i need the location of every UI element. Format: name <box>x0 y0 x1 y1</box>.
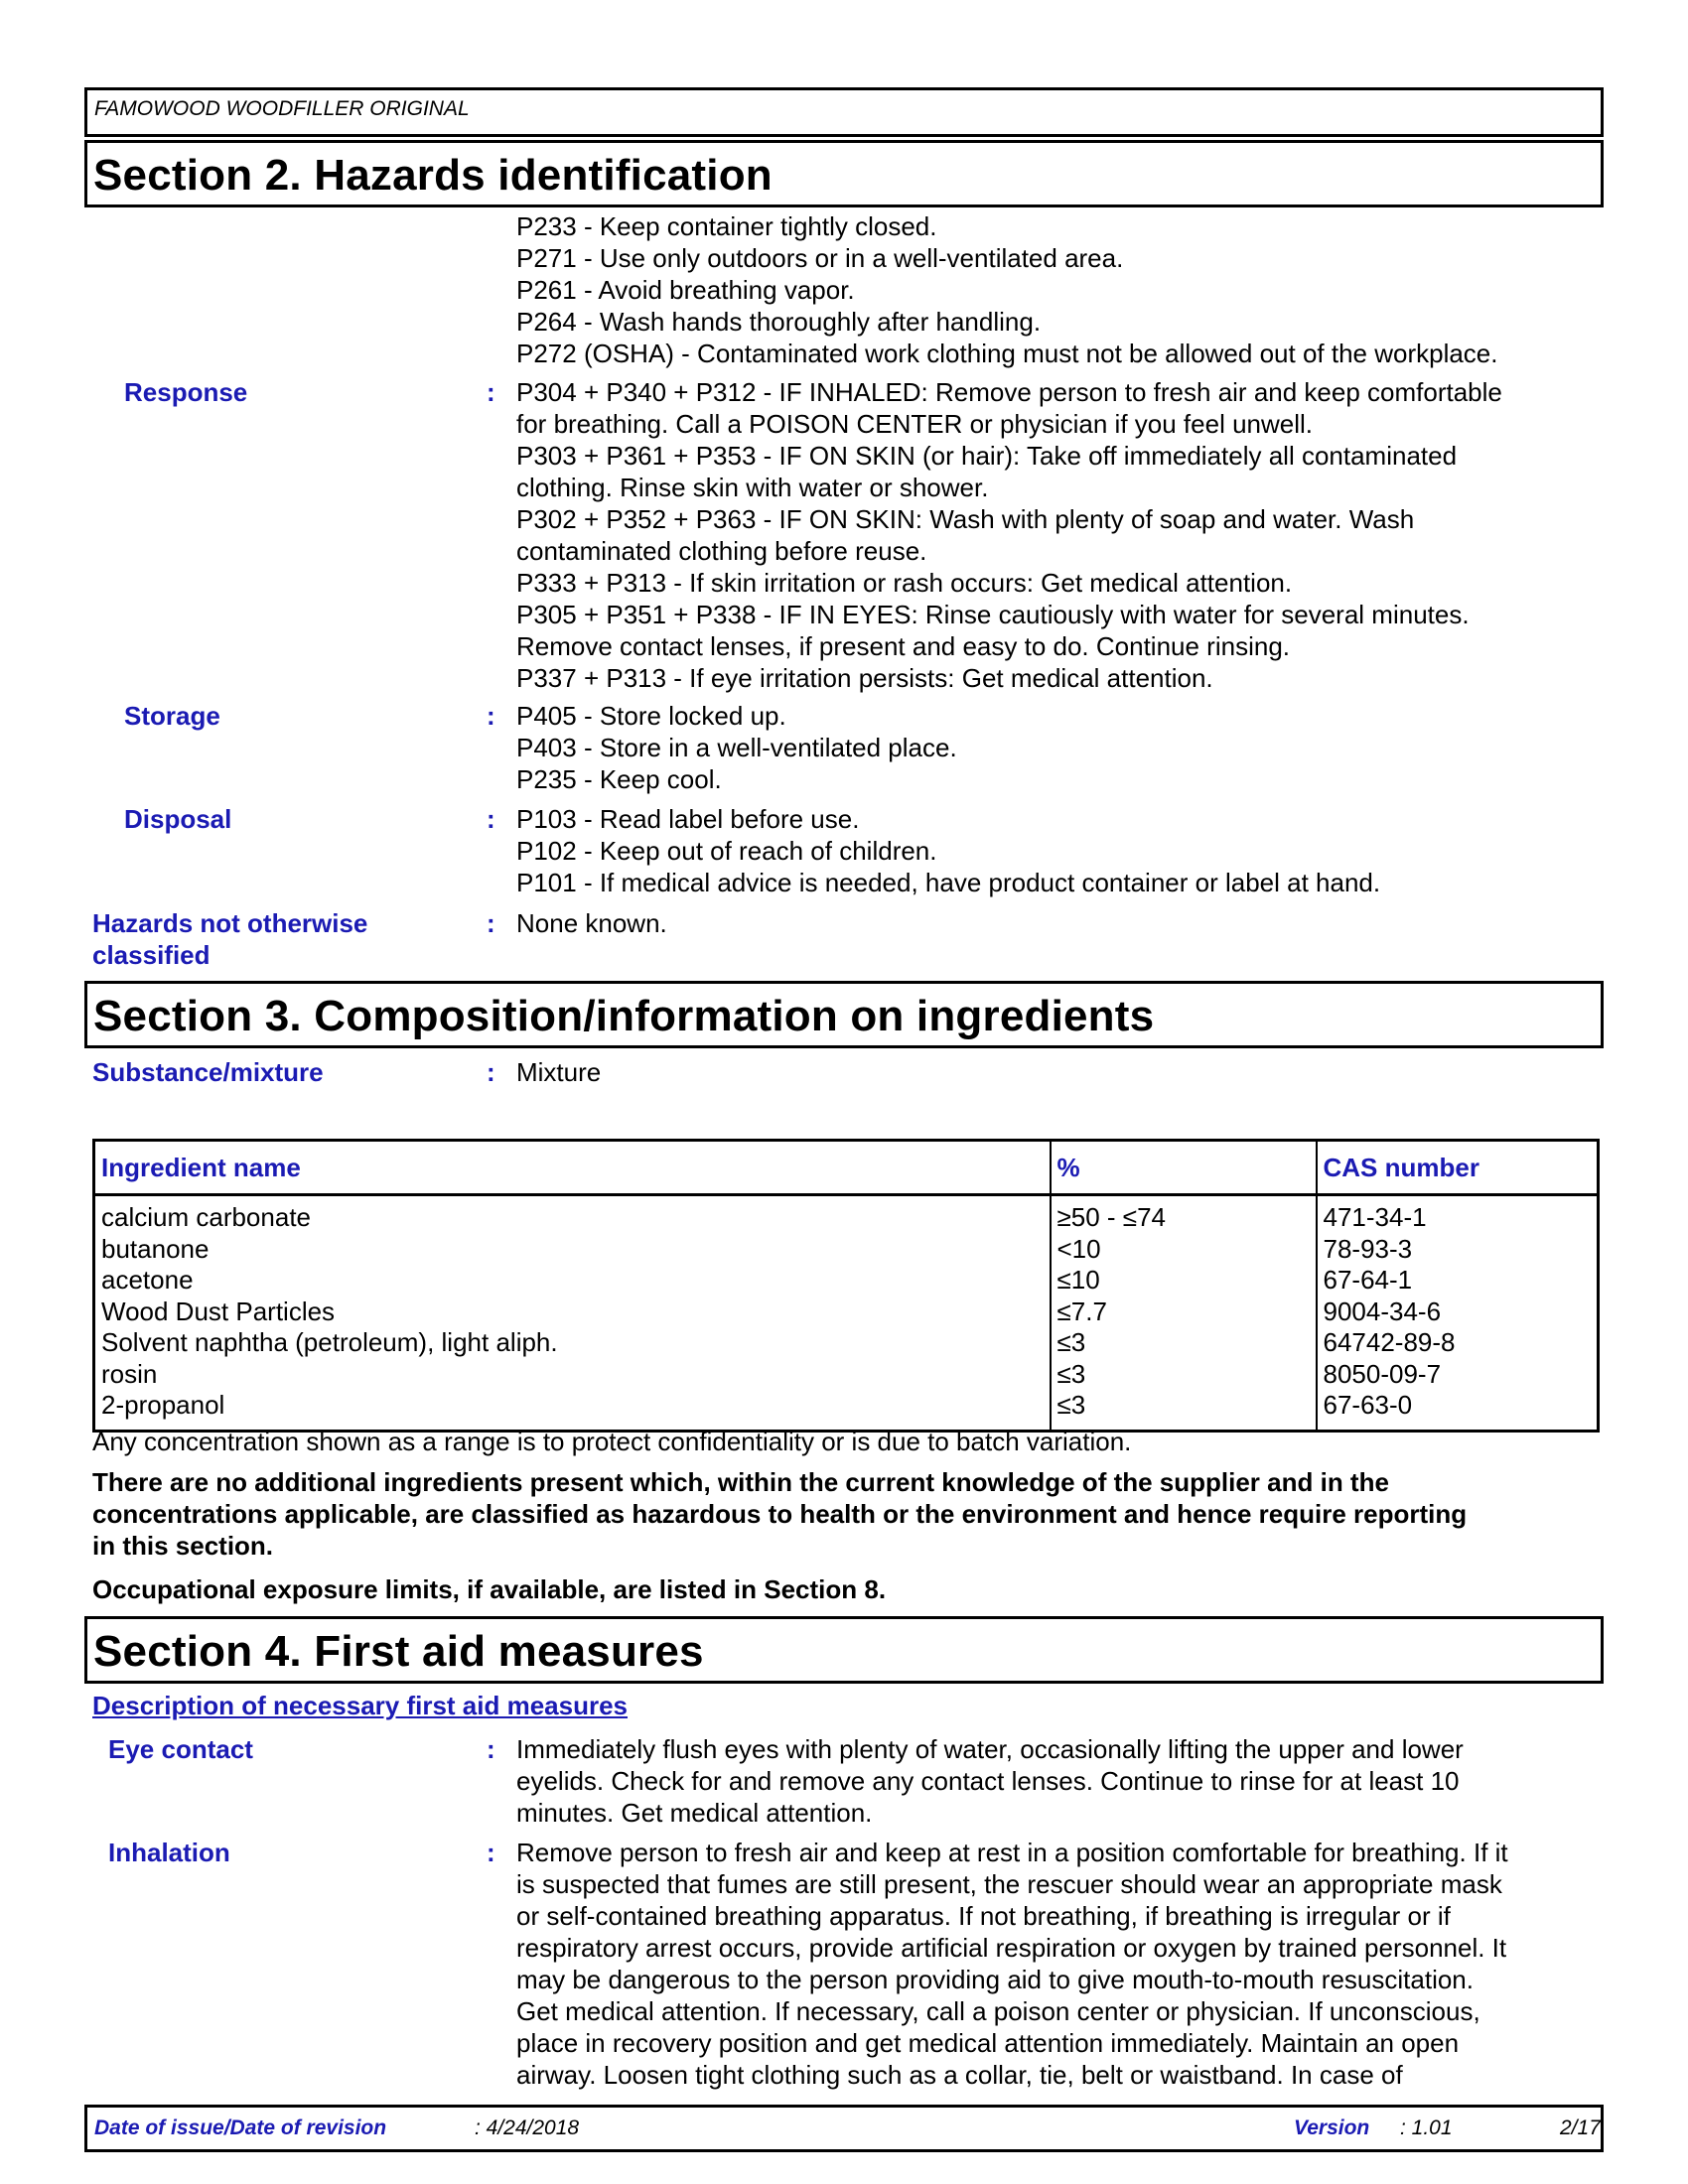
version-value: : 1.01 <box>1400 2116 1453 2139</box>
disposal-label: Disposal <box>124 804 232 834</box>
inhalation-line: is suspected that fumes are still present, the rescuer should wear an appropriate mask <box>516 1869 1502 1899</box>
eye-contact-label: Eye contact <box>108 1734 253 1764</box>
response-line: for breathing. Call a POISON CENTER or physician if you feel unwell. <box>516 409 1314 439</box>
ingredient-percent: ≤3 <box>1051 1359 1317 1391</box>
section-4-title: Section 4. First aid measures <box>93 1627 704 1676</box>
col-cas-number: CAS number <box>1317 1141 1599 1195</box>
note-line: There are no additional ingredients present which, within the current knowledge of the supplier and in the <box>92 1467 1389 1497</box>
inhalation-line: airway. Loosen tight clothing such as a collar, tie, belt or waistband. In case of <box>516 2060 1403 2090</box>
ingredient-percent: <10 <box>1051 1234 1317 1266</box>
section-2-title: Section 2. Hazards identification <box>93 151 773 200</box>
colon: : <box>487 1057 495 1087</box>
ingredient-name: calcium carbonate <box>101 1202 311 1232</box>
table-row <box>94 1359 1599 1391</box>
precaution-line: P261 - Avoid breathing vapor. <box>516 275 855 305</box>
hnoc-label-line: classified <box>92 940 211 970</box>
inhalation-line: Get medical attention. If necessary, call a poison center or physician. If unconscious, <box>516 1996 1480 2026</box>
table-row <box>94 1297 1599 1328</box>
inhalation-text <box>516 1837 1589 2091</box>
no-additional-ingredients-note <box>92 1466 1592 1562</box>
table-row <box>94 1195 1599 1234</box>
response-label: Response <box>124 377 248 407</box>
eye-contact-line: Immediately flush eyes with plenty of water, occasionally lifting the upper and lower <box>516 1734 1464 1764</box>
ingredient-cas: 67-63-0 <box>1317 1390 1599 1431</box>
note-line: in this section. <box>92 1531 274 1561</box>
response-line: P337 + P313 - If eye irritation persists: Get medical attention. <box>516 663 1213 693</box>
product-name: FAMOWOOD WOODFILLER ORIGINAL <box>94 97 470 120</box>
ingredient-percent: ≤3 <box>1051 1327 1317 1359</box>
response-line: Remove contact lenses, if present and easy to do. Continue rinsing. <box>516 631 1290 661</box>
col-percent: % <box>1051 1141 1317 1195</box>
date-of-issue-value: : 4/24/2018 <box>475 2116 580 2139</box>
precaution-line: P233 - Keep container tightly closed. <box>516 211 937 241</box>
response-line: P333 + P313 - If skin irritation or rash occurs: Get medical attention. <box>516 568 1293 598</box>
ingredient-cas: 64742-89-8 <box>1317 1327 1599 1359</box>
response-line: P303 + P361 + P353 - IF ON SKIN (or hair): Take off immediately all contaminated <box>516 441 1458 471</box>
table-row <box>94 1265 1599 1297</box>
ingredient-cas: 9004-34-6 <box>1317 1297 1599 1328</box>
precaution-line: P264 - Wash hands thoroughly after handling. <box>516 307 1042 337</box>
prevention-continued <box>516 210 1589 369</box>
colon: : <box>487 377 495 407</box>
storage-line: P235 - Keep cool. <box>516 764 722 794</box>
response-line: clothing. Rinse skin with water or shower. <box>516 473 989 502</box>
disposal-text <box>516 803 1589 898</box>
response-line: P302 + P352 + P363 - IF ON SKIN: Wash with plenty of soap and water. Wash <box>516 504 1415 534</box>
colon: : <box>487 701 495 731</box>
ingredients-table <box>92 1139 1600 1433</box>
colon: : <box>487 1838 495 1867</box>
ingredient-name: butanone <box>101 1233 210 1264</box>
page-number: 2/17 <box>1560 2116 1601 2139</box>
inhalation-line: respiratory arrest occurs, provide artificial respiration or oxygen by trained personnel. It <box>516 1933 1507 1963</box>
response-text <box>516 376 1589 694</box>
response-line: P305 + P351 + P338 - IF IN EYES: Rinse cautiously with water for several minutes. <box>516 600 1470 629</box>
range-note: Any concentration shown as a range is to protect confidentiality or is due to batch variation. <box>92 1427 1132 1456</box>
table-row <box>94 1327 1599 1359</box>
section-2-header <box>84 140 1604 207</box>
ingredient-name: Solvent naphtha (petroleum), light aliph. <box>101 1327 558 1357</box>
substance-value: Mixture <box>516 1057 602 1087</box>
section-3-header <box>84 981 1604 1048</box>
ingredient-percent: ≥50 - ≤74 <box>1051 1195 1317 1234</box>
eye-contact-text <box>516 1733 1589 1829</box>
inhalation-line: may be dangerous to the person providing aid to give mouth-to-mouth resuscitation. <box>516 1965 1474 1994</box>
eye-contact-line: minutes. Get medical attention. <box>516 1798 873 1828</box>
date-of-issue-label: Date of issue/Date of revision <box>94 2116 387 2139</box>
colon: : <box>487 804 495 834</box>
ingredient-cas: 471-34-1 <box>1317 1195 1599 1234</box>
table-row <box>94 1390 1599 1431</box>
inhalation-label: Inhalation <box>108 1838 230 1867</box>
section-3-title: Section 3. Composition/information on ingredients <box>93 992 1155 1040</box>
ingredient-name: acetone <box>101 1265 194 1295</box>
table-row <box>94 1234 1599 1266</box>
storage-line: P405 - Store locked up. <box>516 701 786 731</box>
inhalation-line: or self-contained breathing apparatus. If not breathing, if breathing is irregular or if <box>516 1901 1451 1931</box>
hnoc-value: None known. <box>516 908 667 938</box>
disposal-line: P103 - Read label before use. <box>516 804 860 834</box>
hnoc-label-line: Hazards not otherwise <box>92 908 368 938</box>
storage-text <box>516 700 1589 795</box>
document-footer <box>84 2105 1604 2152</box>
ingredient-name: Wood Dust Particles <box>101 1296 336 1326</box>
colon: : <box>487 908 495 938</box>
response-line: P304 + P340 + P312 - IF INHALED: Remove person to fresh air and keep comfortable <box>516 377 1502 407</box>
colon: : <box>487 1734 495 1764</box>
ingredient-percent: ≤3 <box>1051 1390 1317 1431</box>
ingredient-percent: ≤7.7 <box>1051 1297 1317 1328</box>
ingredient-cas: 78-93-3 <box>1317 1234 1599 1266</box>
version-label: Version <box>1294 2116 1370 2139</box>
document-header <box>84 87 1604 137</box>
inhalation-line: Remove person to fresh air and keep at rest in a position comfortable for breathing. If it <box>516 1838 1508 1867</box>
ingredient-cas: 67-64-1 <box>1317 1265 1599 1297</box>
storage-label: Storage <box>124 701 220 731</box>
precaution-line: P271 - Use only outdoors or in a well-ventilated area. <box>516 243 1124 273</box>
hnoc-label <box>92 907 367 971</box>
ingredient-cas: 8050-09-7 <box>1317 1359 1599 1391</box>
response-line: contaminated clothing before reuse. <box>516 536 927 566</box>
note-line: concentrations applicable, are classified as hazardous to health or the environment and hence require reporting <box>92 1499 1468 1529</box>
substance-label: Substance/mixture <box>92 1057 324 1087</box>
ingredient-name: rosin <box>101 1358 158 1389</box>
oel-note: Occupational exposure limits, if available, are listed in Section 8. <box>92 1574 887 1604</box>
disposal-line: P101 - If medical advice is needed, have product container or label at hand. <box>516 868 1381 897</box>
inhalation-line: place in recovery position and get medical attention immediately. Maintain an open <box>516 2028 1460 2058</box>
eye-contact-line: eyelids. Check for and remove any contact lenses. Continue to rinse for at least 10 <box>516 1766 1460 1796</box>
disposal-line: P102 - Keep out of reach of children. <box>516 836 937 866</box>
table-header-row <box>94 1141 1599 1195</box>
precaution-line: P272 (OSHA) - Contaminated work clothing must not be allowed out of the workplace. <box>516 339 1498 368</box>
storage-line: P403 - Store in a well-ventilated place. <box>516 733 957 762</box>
col-ingredient-name: Ingredient name <box>94 1141 1051 1195</box>
section-4-header <box>84 1616 1604 1684</box>
first-aid-description-heading[interactable]: Description of necessary first aid measures <box>92 1691 629 1720</box>
ingredient-name: 2-propanol <box>101 1390 225 1420</box>
ingredient-percent: ≤10 <box>1051 1265 1317 1297</box>
